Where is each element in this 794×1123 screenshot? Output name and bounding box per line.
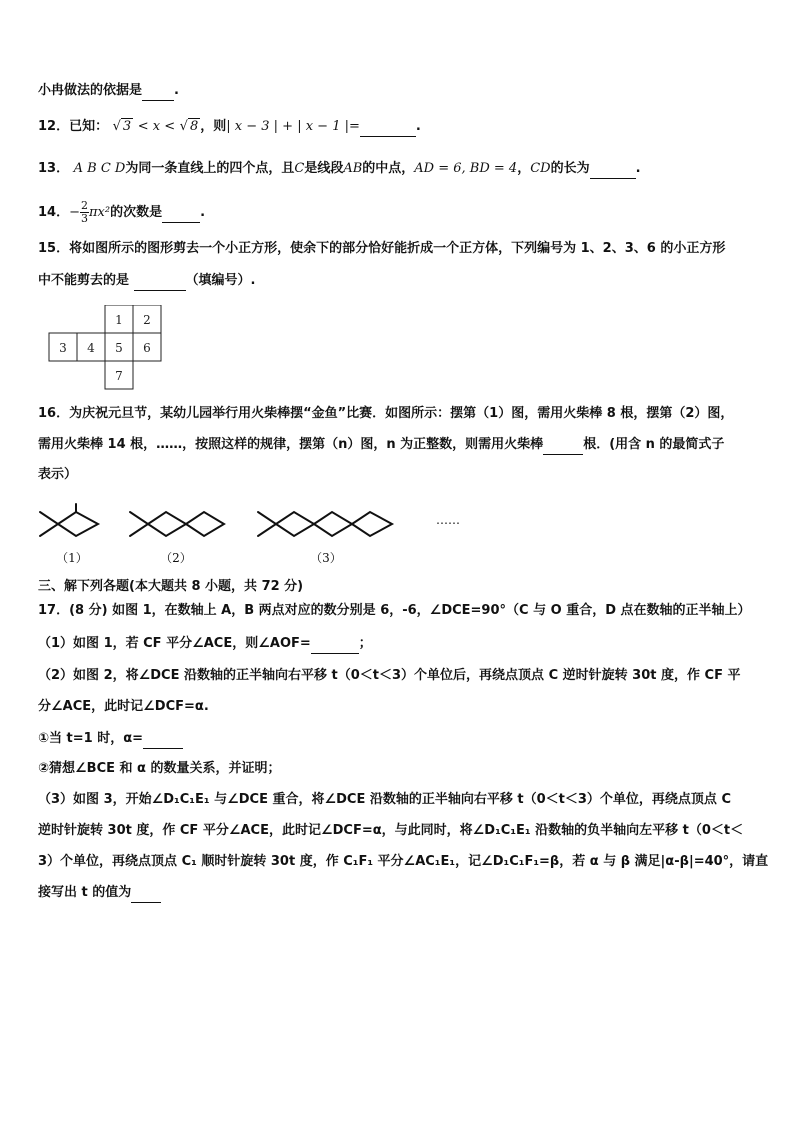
q13-end: .	[635, 161, 641, 176]
q14-blank[interactable]	[162, 204, 200, 223]
question-13	[38, 160, 641, 179]
question-16-line2	[38, 436, 724, 455]
q17-p2i-blank[interactable]	[143, 730, 183, 749]
fish-label-2: （2）	[160, 551, 192, 565]
sqrt-8: √ 8	[179, 119, 199, 134]
q13-blank[interactable]	[590, 160, 636, 179]
question-17-part3-line4	[38, 884, 161, 903]
q15-end: （填编号）.	[185, 273, 256, 288]
q17-p1-end: ；	[358, 636, 372, 651]
q16-text: 需用火柴棒 14 根，……，按照这样的规律，摆第（n）图，n 为正整数，则需用火柴棒	[38, 437, 544, 452]
net-label-6: 6	[143, 341, 151, 355]
q13-text1: 为同一条直线上的四个点，且	[125, 161, 295, 176]
q14-number: 14．	[38, 205, 70, 220]
net-label-3: 3	[59, 341, 67, 355]
q15-text: 中不能剪去的是	[38, 273, 130, 288]
question-17-part2-ii: ②猜想∠BCE 和 α 的数量关系，并证明；	[38, 761, 281, 776]
matchstick-fish-figure	[36, 500, 476, 572]
q17-p1-blank[interactable]	[311, 635, 359, 654]
net-label-2: 2	[143, 313, 151, 327]
q12-expression: | x − 3 | + | x − 1 |=	[226, 119, 360, 134]
question-17-part1	[38, 635, 372, 654]
question-16-line1: 16．为庆祝元旦节，某幼儿园举行用火柴棒摆“金鱼”比赛．如图所示：摆第（1）图，需用火柴棒 8 根，摆第（2）图，	[38, 406, 734, 421]
question-17-part3-line3: 3）个单位，再绕点顶点 C₁ 顺时针旋转 30t 度，作 C₁F₁ 平分∠AC₁E₁，记∠D₁C₁F₁=β，若 α 与 β 满足|α-β|=40°，请直	[38, 854, 769, 869]
question-17-part2-line1: （2）如图 2，将∠DCE 沿数轴的正半轴向右平移 t（0＜t＜3）个单位后，再绕点顶点 C 逆时针旋转 30t 度，作 CF 平	[38, 668, 741, 683]
question-17-part3-line1: （3）如图 3，开始∠D₁C₁E₁ 与∠DCE 重合，将∠DCE 沿数轴的正半轴向右平移 t（0＜t＜3）个单位，再绕点顶点 C	[38, 792, 731, 807]
question-16-line3: 表示）	[38, 467, 78, 482]
basis-blank[interactable]	[142, 82, 174, 101]
q13-text3: 的中点，	[362, 161, 415, 176]
net-label-7: 7	[115, 369, 123, 383]
question-14	[38, 200, 205, 225]
q13-text5: 的长为	[550, 161, 590, 176]
q13-text4: ，	[517, 161, 531, 176]
q14-end: .	[200, 205, 206, 220]
cube-net-figure	[46, 305, 176, 395]
q13-ab: AB	[343, 161, 363, 176]
question-17-part2-i	[38, 730, 183, 749]
fish-label-1: （1）	[56, 551, 88, 565]
fish-label-3: （3）	[310, 551, 342, 565]
q14-text: 的次数是	[110, 205, 163, 220]
q12-inequality: < x <	[137, 119, 176, 134]
q13-text2: 是线段	[304, 161, 344, 176]
question-15-line2	[38, 272, 256, 291]
q14-minus: −	[69, 205, 80, 220]
q13-cd: CD	[530, 161, 551, 176]
net-label-4: 4	[87, 341, 95, 355]
q17-p2i-text: ①当 t=1 时，α=	[38, 731, 144, 746]
basis-text: 小冉做法的依据是	[38, 83, 143, 98]
q14-expression: πx²	[89, 205, 111, 220]
q17-p3-text: 接写出 t 的值为	[38, 885, 132, 900]
net-label-5: 5	[115, 341, 123, 355]
section-3-heading: 三、解下列各题(本大题共 8 小题，共 72 分)	[38, 579, 304, 594]
question-17-part2-line2: 分∠ACE，此时记∠DCF=α.	[38, 699, 209, 714]
q14-fraction: $\frac{2}{3}$	[81, 199, 88, 225]
net-label-1: 1	[115, 313, 123, 327]
sqrt-3: √ 3	[112, 119, 132, 134]
q12-number: 12．已知：	[38, 119, 109, 134]
fish-figure-2	[130, 512, 224, 536]
question-12	[38, 118, 421, 137]
q13-c: C	[294, 161, 305, 176]
q15-blank[interactable]	[134, 272, 186, 291]
fish-figure-1	[40, 504, 98, 536]
basis-end: .	[174, 83, 179, 98]
q12-blank[interactable]	[360, 118, 416, 137]
q13-points: A B C D	[73, 161, 126, 176]
q16-blank[interactable]	[543, 436, 583, 455]
q17-p1-text: （1）如图 1，若 CF 平分∠ACE，则∠AOF=	[38, 636, 311, 651]
fish-ellipsis: ……	[436, 513, 460, 527]
q16-end: 根．(用含 n 的最简式子	[583, 437, 725, 452]
q12-then: ，则	[200, 119, 227, 134]
question-15-line1: 15．将如图所示的图形剪去一个小正方形，使余下的部分恰好能折成一个正方体，下列编号为 1、2、3、6 的小正方形	[38, 241, 726, 256]
q12-end: .	[415, 119, 421, 134]
q17-p3-blank[interactable]	[131, 884, 161, 903]
line-basis	[38, 82, 179, 101]
fish-figure-3	[258, 512, 392, 536]
question-17-part3-line2: 逆时针旋转 30t 度，作 CF 平分∠ACE，此时记∠DCF=α，与此同时，将∠D₁C₁E₁ 沿数轴的负半轴向左平移 t（0＜t＜	[38, 823, 744, 838]
question-17-line1: 17．(8 分) 如图 1，在数轴上 A，B 两点对应的数分别是 6，-6，∠DCE=90°（C 与 O 重合，D 点在数轴的正半轴上）	[38, 603, 751, 618]
q13-condition: AD = 6, BD = 4	[414, 161, 518, 176]
q13-number: 13．	[38, 161, 70, 176]
